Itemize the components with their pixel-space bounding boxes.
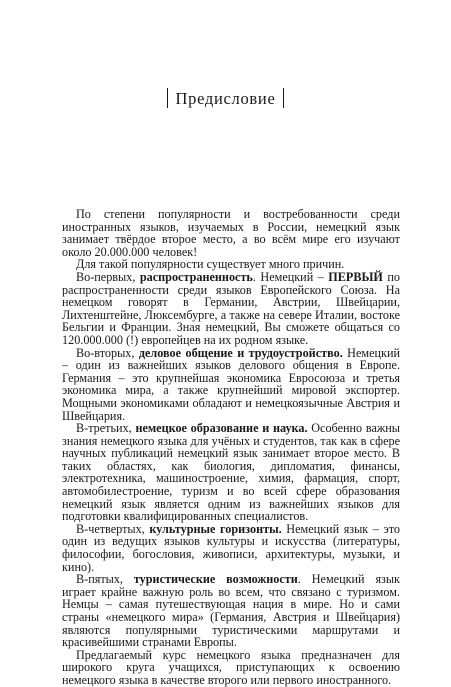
heading-left-divider [167,88,168,108]
text-run: Предлагаемый курс немецкого языка предназначен для широкого круга учащихся, приступающих к освоению немецкого языка в качестве второго или первого иностранного. [62,647,400,687]
text-run: Немецкий – один из важнейших языков делового общения в Европе. Германия – это крупнейшая экономика Евросоюза и третья экономика мира, а также крупнейший мировой экспортер. Мощными экономиками обладают и немецкоязычные Австрия и Швейцария. [62,345,400,423]
paragraph [62,271,400,347]
paragraph [62,523,400,573]
paragraph [62,573,400,649]
bold-phrase: распространенность [139,269,253,284]
text-run: Для такой популярности существует много причин. [76,257,345,272]
text-run: В-четвертых, [76,521,150,536]
text-run: По степени популярности и востребованности среди иностранных языков, изучаемых в России, немецкий язык занимает твёрдое второе место, а во всём мире его изучают около 20.000.000 человек! [62,207,400,259]
heading-right-divider [283,88,284,108]
bold-phrase: культурные горизонты. [149,521,282,536]
paragraph [62,422,400,523]
text-run: В-третьих, [76,421,136,436]
text-run: Особенно важны знания немецкого языка для учёных и студентов, так как в сфере научных публикаций немецкий язык занимает второе место. В таких областях, как биология, дипломатия, финансы, электротехника, машиностроение, химия, фармация, спорт, автомобилестроение, туризм и во всей сфере образования немецкий язык является одним из важнейших языков для подготовки квалифицированных специалистов. [62,421,400,524]
text-run: Немецкий язык – это один из ведущих языков культуры и искусства (литературы, философии, богословия, живописи, архитектуры, музыки, и кино). [62,521,401,574]
text-run: В-пятых, [76,572,134,587]
text-run: Во-первых, [76,269,140,284]
heading-text: Предисловие [175,89,276,108]
text-run: Во-вторых, [76,345,139,360]
bold-phrase: туристические возможности [133,572,298,587]
paragraph [62,208,400,258]
text-run: . Немецкий язык играет крайне важную роль во всем, что связано с туризмом. Немцы – самая путешествующая нация в мире. Но и сами страны «немецкого мира» (Германия, Австрия и Швейцария) являются популярными туристическими маршрутами и красивейшими странами Европы. [62,572,400,650]
page-heading [0,88,451,109]
bold-phrase: ПЕРВЫЙ [328,269,383,284]
paragraph [62,347,400,423]
preface-body [62,208,400,687]
text-run: . Немецкий – [252,269,329,284]
text-run: по распространенности среди языков Европейского Союза. На немецком говорят в Германии, Австрии, Швейцарии, Лихтенштейне, Люксембурге, а также на севере Италии, востоке Бельгии и Франции. Зная немецкий, Вы сможете общаться со 120.000.000 (!) европейцев на их родном языке. [62,269,401,347]
bold-phrase: немецкое образование и наука. [135,421,308,436]
bold-phrase: деловое общение и трудоустройство. [138,345,343,360]
